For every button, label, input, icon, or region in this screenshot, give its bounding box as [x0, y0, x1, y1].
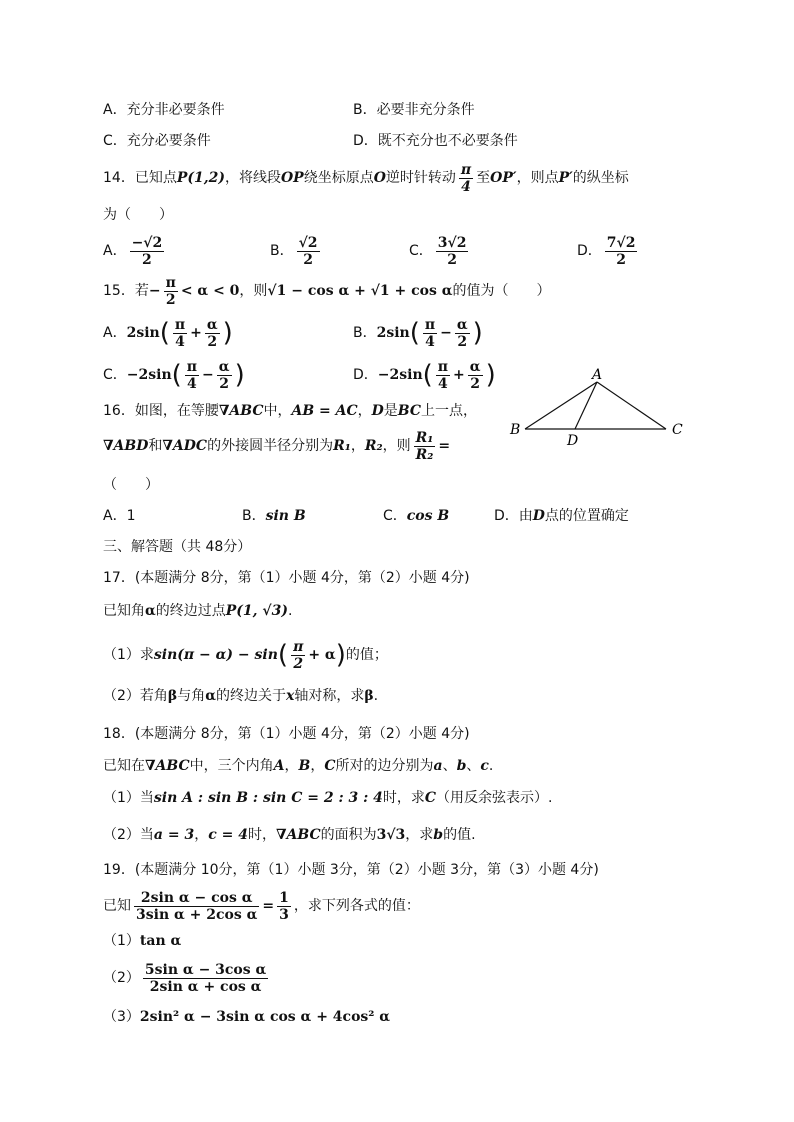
q13-option-a: A．充分非必要条件 — [103, 102, 225, 118]
q14-angle-fraction: $\frac{\pi}{4}$ — [460, 161, 472, 195]
q18-part1: （1）当sin A : sin B : sin C = 2 : 3 : 4时，求C（用反余弦表示）. — [103, 790, 553, 806]
q16-triangle-figure — [500, 366, 700, 450]
q18-part2: （2）当a = 3，c = 4时，∇ABC的面积为3√3，求b的值. — [103, 827, 476, 843]
q17-heading: 17．(本题满分 8分，第（1）小题 4分，第（2）小题 4分) — [103, 570, 470, 586]
q17-part2: （2）若角β与角α的终边关于x轴对称，求β. — [103, 688, 379, 704]
q16-option-c: C．cos B — [383, 508, 450, 524]
q13-option-b: B．必要非充分条件 — [353, 102, 475, 118]
q18-given: 已知在∇ABC中，三个内角A，B，C所对的边分别为a、b、c. — [103, 758, 494, 774]
q16-stem-line2: ∇ABD和∇ADC的外接圆半径分别为R₁，R₂，则 $\frac{\text{R₁}}{\text{R₂}}$ = — [103, 429, 451, 463]
q14-option-a: A． $\frac{-√2}{2}$ — [103, 234, 163, 268]
q14-option-c: C． $\frac{3√2}{2}$ — [409, 234, 467, 268]
q14-option-b: B． $\frac{√2}{2}$ — [270, 234, 318, 268]
q14-option-d: D． $\frac{7√2}{2}$ — [577, 234, 636, 268]
q17-part1: （1）求sin(π − α) − sin( $\frac{\pi}{2}$ + α)的值； — [103, 638, 388, 672]
q13-option-d: D．既不充分也不必要条件 — [353, 133, 518, 149]
q19-part3: （3）2sin² α − 3sin α cos α + 4cos² α — [103, 1009, 391, 1025]
q15-option-d: D．−2sin( $\frac{\pi}{4}$ + $\frac{\alpha}{2}$ ) — [353, 358, 496, 392]
q16-option-a: A．1 — [103, 508, 136, 524]
q18-heading: 18．(本题满分 8分，第（1）小题 4分，第（2）小题 4分) — [103, 726, 470, 742]
q15-option-b: B．2sin( $\frac{\pi}{4}$ − $\frac{\alpha}{2}$ ) — [353, 316, 483, 350]
q15-option-a: A．2sin( $\frac{\pi}{4}$ + $\frac{\alpha}{2}$ ) — [103, 316, 233, 350]
q13-option-c: C．充分必要条件 — [103, 133, 211, 149]
q19-given: 已知 $\frac{\text{2sin α − cos α}}{\text{3sin α + 2cos α}}$ = $\frac{1}{3}$ ，求下列各式的值： — [103, 889, 420, 923]
label-a: A — [592, 367, 603, 383]
q16-answer-parens: （ ） — [103, 477, 159, 493]
q17-given: 已知角α的终边过点P(1, √3). — [103, 603, 293, 619]
q14-stem: 14．已知点P(1,2)，将线段OP绕坐标原点O逆时针转动 $\frac{\pi}{4}$ 至OP′，则点P′的纵坐标 — [103, 161, 629, 195]
q19-heading: 19．(本题满分 10分，第（1）小题 3分，第（2）小题 3分，第（3）小题 4分) — [103, 862, 599, 878]
q15-option-c: C．−2sin( $\frac{\pi}{4}$ − $\frac{\alpha}{2}$ ) — [103, 358, 245, 392]
label-d: D — [567, 433, 579, 449]
q19-part1: （1）tan α — [103, 933, 182, 949]
q19-part2: （2） $\frac{\text{5sin α − 3cos α}}{\text{2sin α + cos α}}$ — [103, 961, 267, 995]
side-ac — [597, 382, 666, 429]
label-c: C — [672, 422, 683, 438]
q16-option-d: D．由D点的位置确定 — [494, 508, 629, 524]
label-b: B — [510, 422, 521, 438]
section-3-heading: 三、解答题（共 48分） — [103, 539, 252, 555]
q14-stem-line2: 为（ ） — [103, 207, 173, 223]
q15-stem: 15．若− $\frac{\pi}{2}$ < α < 0，则√1 − cos α + √1 + cos α的值为（ ） — [103, 274, 551, 308]
q16-option-b: B．sin B — [242, 508, 306, 524]
q16-stem: 16．如图，在等腰∇ABC中，AB = AC，D是BC上一点， — [103, 403, 478, 419]
